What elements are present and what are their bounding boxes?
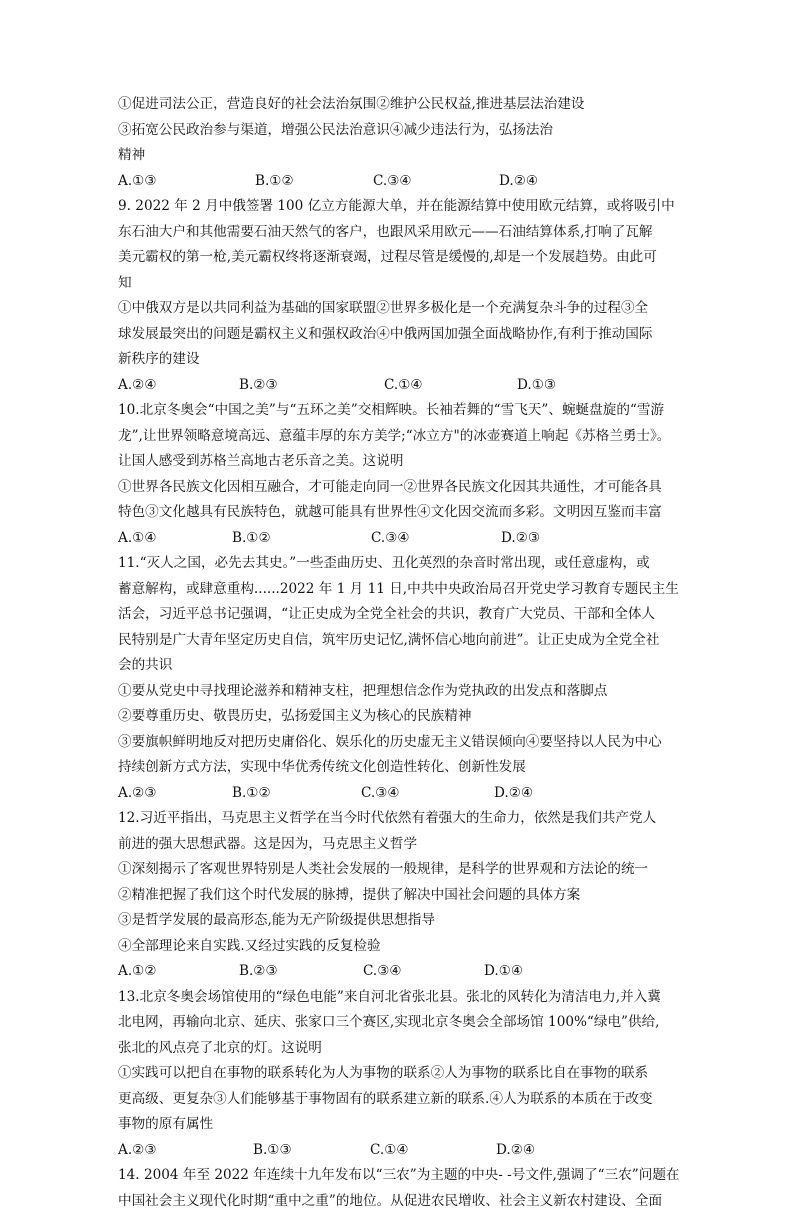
- choice-c[interactable]: C.③④: [363, 959, 484, 985]
- option-statement: ②要尊重历史、敬畏历史，弘扬爱国主义为核心的民族精神: [118, 704, 684, 730]
- question-stem: 14. 2004 年至 2022 年连续十九年发布以“三农”为主题的中央- -号文件,强调了“三农”问题在: [118, 1163, 684, 1189]
- choice-a[interactable]: A.①④: [118, 526, 232, 552]
- option-statement: ①世界各民族文化因相互融合，才可能走向同一②世界各民族文化因其共通性，才可能各具: [118, 475, 684, 501]
- question-stem: 蓄意解构，或肆意重构......2022 年 1 月 11 日,中共中央政治局召开党史学习教育专题民主生: [118, 577, 684, 603]
- choice-a[interactable]: A.②③: [118, 1138, 253, 1164]
- question-14: [118, 1163, 684, 1214]
- answer-choices: [118, 781, 684, 807]
- choice-d[interactable]: D.①③: [517, 373, 556, 399]
- option-statement: ④全部理论来自实践.又经过实践的反复检验: [118, 934, 684, 960]
- option-statement: ②精准把握了我们这个时代发展的脉搏，提供了解决中国社会问题的具体方案: [118, 883, 684, 909]
- choice-b[interactable]: B.①②: [255, 169, 373, 195]
- choice-d[interactable]: D.②③: [501, 526, 540, 552]
- choice-d[interactable]: D.②④: [499, 169, 538, 195]
- question-13: [118, 985, 684, 1164]
- question-11: [118, 551, 684, 806]
- choice-c[interactable]: C.①④: [370, 1138, 496, 1164]
- answer-choices: [118, 169, 684, 195]
- choice-d[interactable]: D.②④: [494, 781, 533, 807]
- option-statement: ①促进司法公正，营造良好的社会法治氛围②维护公民权益,推进基层法治建设: [118, 92, 684, 118]
- choice-b[interactable]: B.①③: [253, 1138, 370, 1164]
- answer-choices: [118, 1138, 684, 1164]
- option-statement: ①实践可以把自在事物的联系转化为人为事物的联系②人为事物的联系比自在事物的联系: [118, 1061, 684, 1087]
- option-statement: 更高级、更复杂③人们能够基于事物固有的联系建立新的联系.④人为联系的本质在于改变: [118, 1087, 684, 1113]
- question-stem: 知: [118, 271, 684, 297]
- option-statement: ①深刻揭示了客观世界特别是人类社会发展的一般规律，是科学的世界观和方法论的统一: [118, 857, 684, 883]
- question-stem: 东石油大户和其他需要石油天然气的客户，也跟风采用欧元——石油结算体系,打响了瓦解: [118, 220, 684, 246]
- question-stem: 活会，习近平总书记强调，“让正史成为全党全社会的共识，教育广大党员、干部和全体人: [118, 602, 684, 628]
- question-stem: 民特别是广大青年坚定历史自信，筑牢历史记忆,满怀信心地向前进”。让正史成为全党全社: [118, 628, 684, 654]
- question-stem: 让国人感受到苏格兰高地古老乐音之美。这说明: [118, 449, 684, 475]
- choice-c[interactable]: C.③④: [361, 781, 494, 807]
- question-stem: 龙”,让世界领略意境高远、意蕴丰厚的东方美学;“冰立方"的冰壶赛道上响起《苏格兰勇士》。: [118, 424, 684, 450]
- option-statement: 球发展最突出的问题是霸权主义和强权政治④中俄两国加强全面战略协作,有利于推动国际: [118, 322, 684, 348]
- question-stem: 美元霸权的第一枪,美元霸权终将逐渐衰竭，过程尽管是缓慢的,却是一个发展趋势。由此可: [118, 245, 684, 271]
- question-stem: 会的共识: [118, 653, 684, 679]
- choice-b[interactable]: B.①②: [232, 781, 361, 807]
- option-statement: ①中俄双方是以共同利益为基础的国家联盟②世界多极化是一个充满复杂斗争的过程③全: [118, 296, 684, 322]
- option-statement: ③要旗帜鲜明地反对把历史庸俗化、娱乐化的历史虚无主义错误倾向④要坚持以人民为中心: [118, 730, 684, 756]
- choice-c[interactable]: C.③④: [371, 526, 501, 552]
- question-stem: 9. 2022 年 2 月中俄签署 100 亿立方能源大单，并在能源结算中使用欧元结算，或将吸引中: [118, 194, 684, 220]
- choice-a[interactable]: A.②③: [118, 781, 232, 807]
- choice-a[interactable]: A.①②: [118, 959, 239, 985]
- choice-d[interactable]: D.①④: [484, 959, 523, 985]
- option-statement: 新秩序的建设: [118, 347, 684, 373]
- answer-choices: [118, 959, 684, 985]
- choice-b[interactable]: B.①②: [232, 526, 371, 552]
- choice-c[interactable]: C.①④: [384, 373, 517, 399]
- question-12: [118, 806, 684, 985]
- question-stem: 13.北京冬奥会场馆使用的“绿色电能”来自河北省张北县。张北的风转化为清洁电力,并入冀: [118, 985, 684, 1011]
- question-10: [118, 398, 684, 551]
- answer-choices: [118, 526, 684, 552]
- choice-a[interactable]: A.①③: [118, 169, 255, 195]
- question-stem: 12.习近平指出，马克思主义哲学在当今时代依然有着强大的生命力，依然是我们共产党人: [118, 806, 684, 832]
- choice-b[interactable]: B.②③: [239, 959, 363, 985]
- choice-d[interactable]: D.②④: [496, 1138, 535, 1164]
- question-stem: 中国社会主义现代化时期“重中之重”的地位。从促进农民增收、社会主义新农村建设、全面: [118, 1189, 684, 1214]
- option-statement: ③是哲学发展的最高形态,能为无产阶级提供思想指导: [118, 908, 684, 934]
- option-statement: 精神: [118, 143, 684, 169]
- option-statement: ①要从党史中寻找理论滋养和精神支柱，把理想信念作为党执政的出发点和落脚点: [118, 679, 684, 705]
- question-stem: 张北的风点亮了北京的灯。这说明: [118, 1036, 684, 1062]
- question-stem: 前进的强大思想武器。这是因为，马克思主义哲学: [118, 832, 684, 858]
- question-9: [118, 194, 684, 398]
- option-statement: ③拓宽公民政治参与渠道，增强公民法治意识④减少违法行为，弘扬法治: [118, 118, 684, 144]
- question-8: [118, 92, 684, 194]
- question-stem: 11.“灭人之国，必先去其史。”一些歪曲历史、丑化英烈的杂音时常出现，或任意虚构，或: [118, 551, 684, 577]
- choice-b[interactable]: B.②③: [239, 373, 384, 399]
- question-stem: 北电网，再输向北京、延庆、张家口三个赛区,实现北京冬奥会全部场馆 100%“绿电”供给,: [118, 1010, 684, 1036]
- option-statement: 特色③文化越具有民族特色，就越可能具有世界性④文化因交流而多彩。文明因互鉴而丰富: [118, 500, 684, 526]
- question-stem: 10.北京冬奥会“中国之美”与“五环之美”交相辉映。长袖若舞的“雪飞天”、蜿蜒盘旋的“雪游: [118, 398, 684, 424]
- choice-a[interactable]: A.②④: [118, 373, 239, 399]
- answer-choices: [118, 373, 684, 399]
- exam-page: [118, 92, 684, 1214]
- option-statement: 持续创新方式方法，实现中华优秀传统文化创造性转化、创新性发展: [118, 755, 684, 781]
- choice-c[interactable]: C.③④: [373, 169, 499, 195]
- option-statement: 事物的原有属性: [118, 1112, 684, 1138]
